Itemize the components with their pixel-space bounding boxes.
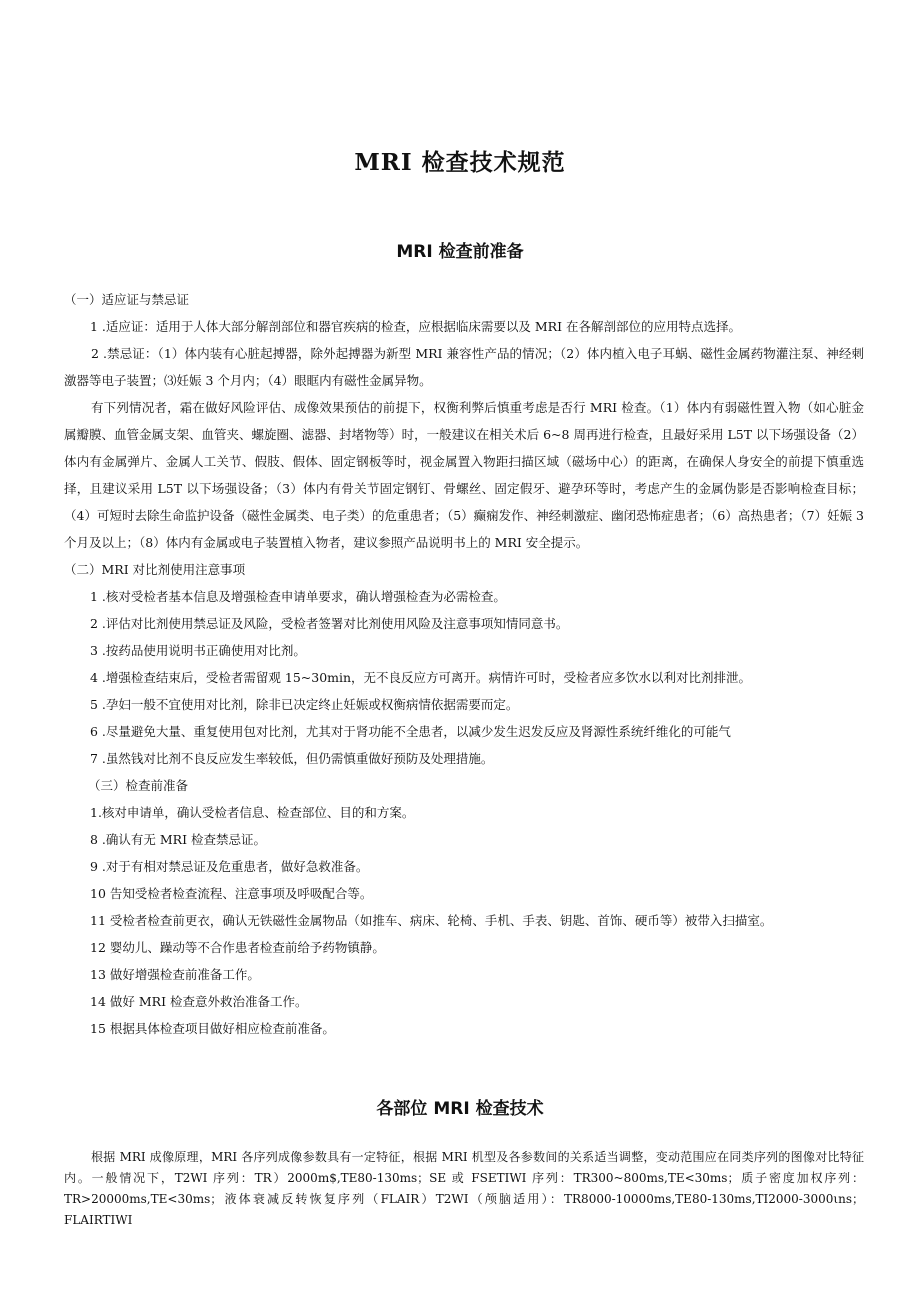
- section-preparation-body: [64, 286, 864, 1042]
- list-item: 12 婴幼儿、躁动等不合作患者检查前给予药物镇静。: [90, 940, 385, 955]
- paragraph-contraindications: 2 .禁忌证：（1）体内装有心脏起搏器，除外起搏器为新型 MRI 兼容性产品的情况；（2）体内植入电子耳蜗、磁性金属药物灌注泵、神经刺激器等电子装置；⑶妊娠 3 个月内；（4）眼眶内有磁性金属异物。: [64, 346, 864, 388]
- list-item: 10 告知受检者检查流程、注意事项及呼吸配合等。: [90, 886, 373, 901]
- list-item: 11 受检者检查前更衣，确认无铁磁性金属物品（如推车、病床、轮椅、手机、手表、钥匙、首饰、硬币等）被带入扫描室。: [90, 913, 773, 928]
- subsection-heading: （一）适应证与禁忌证: [64, 292, 190, 307]
- list-item: 13 做好增强检查前准备工作。: [90, 967, 260, 982]
- list-item: 8 .确认有无 MRI 检查禁忌证。: [90, 832, 266, 847]
- list-item: 15 根据具体检查项目做好相应检查前准备。: [90, 1021, 335, 1036]
- subsection-heading: （三）检查前准备: [88, 778, 189, 793]
- section-techniques-body: [64, 1147, 864, 1231]
- list-item: 9 .对于有相对禁忌证及危重患者，做好急救准备。: [90, 859, 369, 874]
- list-item: 6 .尽量避免大量、重复使用包对比剂，尤其对于肾功能不全患者，以减少发生迟发反应及肾源性系统纤维化的可能气: [90, 724, 731, 739]
- page-title: MRI 检查技术规范: [354, 149, 566, 176]
- list-item: 14 做好 MRI 检查意外救治准备工作。: [90, 994, 308, 1009]
- paragraph-relative-contraindications: 有下列情况者，霜在做好风险评估、成像效果预估的前提下，权衡利弊后慎重考虑是否行 MRI 检查。（1）体内有弱磁性置入物（如心脏金属瓣膜、血管金属支架、血管夹、螺旋圈、滤器、封堵物等）时，一般建议在相关术后 6~8 周再进行检查，且最好采用 L5T 以下场强设备（2）体内有金属弹片、金属人工关节、假肢、假体、固定钢板等时，视金属置入物距扫描区域（磁场中心）的距离，在确保人身安全的前提下慎重选择，且建议采用 L5T 以下场强设备；（3）体内有骨关节固定钢钉、骨螺丝、固定假牙、避孕环等时，考虑产生的金属伪影是否影响检查目标；（4）可短时去除生命监护设备（磁性金属类、电子类）的危重患者；（5）癫痫发作、神经刺激症、幽闭恐怖症患者；（6）高热患者；（7）妊娠 3 个月及以上；（8）体内有金属或电子装置植入物者，建议参照产品说明书上的 MRI 安全提示。: [64, 400, 864, 550]
- list-item: 1.核对申请单，确认受检者信息、检查部位、目的和方案。: [90, 805, 415, 820]
- list-item: 3 .按药品使用说明书正确使用对比剂。: [90, 643, 306, 658]
- list-item: 5 .孕妇一般不宜使用对比剂，除非已决定终止妊娠或权衡病情依据需要而定。: [90, 697, 519, 712]
- list-item: 2 .评估对比剂使用禁忌证及风险，受检者签署对比剂使用风险及注意事项知情同意书。: [90, 616, 569, 631]
- paragraph-sequence-parameters: 根据 MRI 成像原理，MRI 各序列成像参数具有一定特征，根据 MRI 机型及各参数间的关系适当调整，变动范围应在同类序列的图像对比特征内。一般情况下，T2WI 序列：TR）2000m$,TE80-130ms；SE 或 FSETIWI 序列：TR300~800ms,TE<30ms；质子密度加权序列：TR>20000ms,TE<30ms；液体衰减反转恢复序列（FLAIR）T2WI（颅脑适用）：TR8000-10000ms,TE80-130ms,TI2000-3000ιns；FLAIRTIWI: [64, 1150, 864, 1227]
- paragraph-indications: 1 .适应证：适用于人体大部分解剖部位和器官疾病的检查，应根据临床需要以及 MRI 在各解剖部位的应用特点选择。: [90, 319, 741, 334]
- section-heading-techniques: 各部位 MRI 检查技术: [376, 1099, 544, 1119]
- list-item: 7 .虽然钱对比剂不良反应发生率较低，但仍需慎重做好预防及处理措施。: [90, 751, 494, 766]
- list-item: 1 .核对受检者基本信息及增强检查申请单要求，确认增强检查为必需检查。: [90, 589, 506, 604]
- section-heading-preparation: MRI 检查前准备: [396, 242, 524, 262]
- list-item: 4 .增强检查结束后，受检者需留观 15~30min，无不良反应方可离开。病情许可时，受检者应多饮水以利对比剂排泄。: [90, 670, 752, 685]
- subsection-heading: （二）MRI 对比剂使用注意事项: [64, 562, 246, 577]
